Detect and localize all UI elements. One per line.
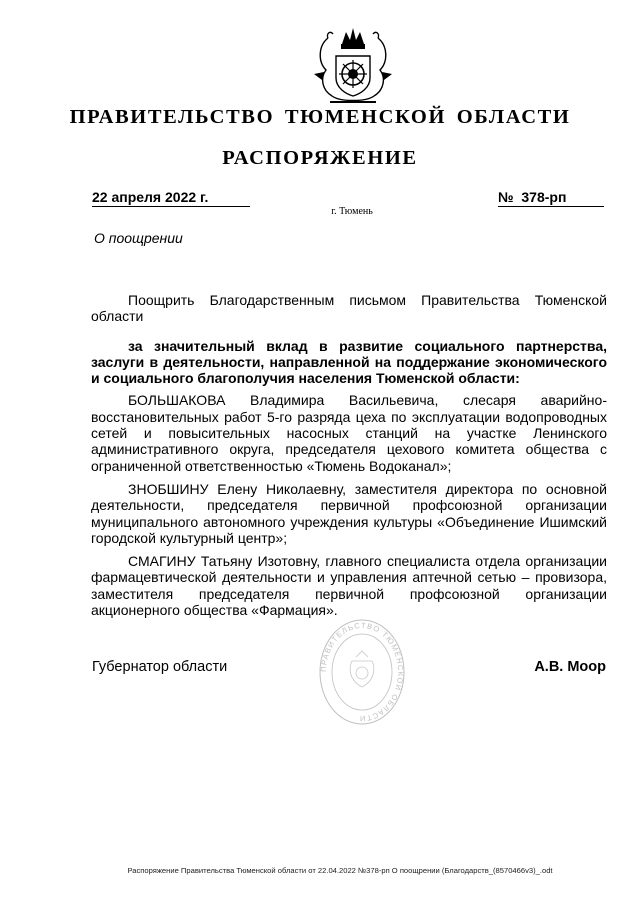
document-footer: Распоряжение Правительства Тюменской области от 22.04.2022 №378-рп О поощрении (Благодарств_(8570466v3)_.odt (127, 866, 553, 875)
document-type-title: РАСПОРЯЖЕНИЕ (222, 147, 418, 169)
official-seal-stamp (318, 617, 406, 727)
number-sign: № (498, 189, 514, 205)
signer-title: Губернатор области (92, 659, 228, 675)
document-date: 22 апреля 2022 г. (92, 189, 250, 207)
awardee-paragraph: СМАГИНУ Татьяну Изотовну, главного специалиста отдела организации фармацевтической деятельности и управления аптечной сетью – провизора, заместителя председателя первичной профсоюзной организации акционерного общества «Фармация». (91, 553, 607, 619)
document-subject: О поощрении (94, 230, 183, 246)
document-number: 378-рп (521, 189, 567, 205)
signer-name: А.В. Моор (534, 659, 606, 675)
document-number-field (498, 189, 604, 207)
svg-text:ПРАВИТЕЛЬСТВО ТЮМЕНСКОЙ ОБЛАСТ: ПРАВИТЕЛЬСТВО ТЮМЕНСКОЙ ОБЛАСТИ (318, 620, 406, 724)
document-body (91, 292, 607, 625)
coat-of-arms-emblem (300, 22, 406, 108)
awardee-paragraph: БОЛЬШАКОВА Владимира Васильевича, слесаря аварийно-восстановительных работ 5-го разряда цеха по эксплуатации водопроводных сетей и повысительных насосных станций на участке Ленинского административного округа, председателя цехового комитета общества с ограниченной ответственностью «Тюмень Водоканал»; (91, 392, 607, 474)
awardee-paragraph: ЗНОБШИНУ Елену Николаевну, заместителя директора по основной деятельности, председателя первичной профсоюзной организации муниципального автономного учреждения культуры «Объединение Ишимский городской культурный центр»; (91, 480, 607, 546)
organization-title: ПРАВИТЕЛЬСТВО ТЮМЕНСКОЙ ОБЛАСТИ (69, 106, 571, 128)
reason-paragraph: за значительный вклад в развитие социального партнерства, заслуги в деятельности, направленной на поддержание экономического и социального благополучия населения Тюменской области: (91, 337, 607, 387)
intro-paragraph: Поощрить Благодарственным письмом Правительства Тюменской области (91, 292, 607, 325)
document-city: г. Тюмень (331, 206, 373, 217)
